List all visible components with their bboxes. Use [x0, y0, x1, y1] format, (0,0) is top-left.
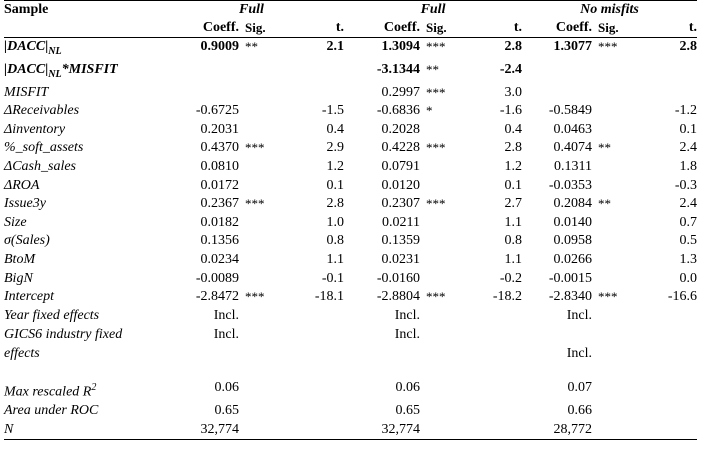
sig-stars	[420, 307, 476, 326]
sig-stars	[239, 270, 289, 289]
sig-stars: **	[598, 196, 612, 212]
t-value: 0.8	[326, 233, 345, 249]
coeff-value: 32,774	[159, 421, 239, 440]
coeff-value: Incl.	[566, 307, 593, 323]
t-value: 1.1	[326, 251, 345, 267]
t-value: 0.7	[679, 214, 698, 230]
sig-stars	[239, 402, 289, 421]
table-row	[4, 139, 697, 158]
row-label-main: ΔROA	[4, 177, 40, 193]
row-label	[4, 84, 159, 103]
sig-stars	[592, 177, 645, 196]
t-value	[289, 61, 344, 84]
group-header-row	[4, 1, 697, 20]
table-row	[4, 38, 697, 61]
coeff-value: -0.0015	[548, 270, 593, 286]
row-label-main: Issue3y	[4, 196, 46, 212]
coeff-value: 0.4074	[553, 140, 593, 156]
column-header-blank	[4, 19, 159, 38]
coeff-value: -0.5849	[548, 103, 593, 119]
coeff-value: -0.6725	[195, 103, 239, 119]
coeff-value	[522, 84, 592, 103]
row-label	[4, 158, 159, 177]
t-value: 1.8	[679, 158, 698, 174]
coeff-value: 0.1359	[381, 233, 421, 249]
spacer-row	[4, 363, 697, 379]
coeff-value: 0.06	[395, 380, 421, 396]
sig-stars: ***	[245, 196, 265, 212]
coeff-value: 0.4228	[381, 140, 421, 156]
t-value: 0.0	[679, 270, 698, 286]
t-value: 0.4	[504, 121, 523, 137]
coeff-value: -0.0160	[376, 270, 421, 286]
row-label	[4, 139, 159, 158]
coeff-value: 0.0958	[553, 233, 593, 249]
sig-stars	[420, 325, 476, 363]
row-label-main: |DACC|	[4, 39, 49, 54]
table-row	[4, 195, 697, 214]
row-label	[4, 402, 159, 421]
sig-stars	[420, 251, 476, 270]
sig-stars	[239, 84, 289, 103]
t-value: 1.2	[504, 158, 523, 174]
group-full-2: Full	[344, 1, 522, 20]
sig-stars: **	[426, 61, 440, 77]
t-value	[289, 402, 344, 421]
row-label	[4, 61, 159, 84]
coeff-value: 0.07	[567, 380, 593, 396]
row-label-main: σ(Sales)	[4, 233, 50, 249]
row-label-superscript: 2	[91, 382, 97, 394]
sig-stars	[420, 379, 476, 402]
t-value	[476, 402, 522, 421]
row-label	[4, 38, 159, 61]
sig-stars	[239, 251, 289, 270]
coeff-value	[522, 61, 592, 84]
sig-stars: ***	[598, 289, 618, 305]
t-value: 2.7	[504, 196, 523, 212]
t-value: -0.2	[499, 270, 523, 286]
coeff-value	[159, 61, 239, 84]
coeff-value: 0.0810	[200, 158, 239, 174]
coeff-value: -2.8340	[548, 289, 593, 305]
sig-stars	[592, 232, 645, 251]
row-label-main: Δinventory	[4, 121, 66, 137]
t-value	[645, 61, 697, 84]
t-value: 2.8	[504, 39, 523, 54]
coeff-value: Incl.	[394, 307, 421, 323]
sig-stars	[239, 102, 289, 121]
coeff-value: 0.1311	[554, 158, 593, 174]
sig-stars	[420, 402, 476, 421]
sig-stars: ***	[426, 140, 446, 156]
t-value: 2.8	[326, 196, 345, 212]
coeff-value: 0.66	[567, 402, 593, 418]
sig-stars	[592, 84, 645, 103]
table-row	[4, 102, 697, 121]
table-row	[4, 270, 697, 289]
coeff-value: 0.65	[214, 402, 239, 418]
coeff-value: 0.2028	[381, 121, 421, 137]
sig-stars: ***	[245, 289, 265, 305]
sig-stars	[592, 421, 645, 440]
t-value: -18.1	[314, 289, 345, 305]
t-value: 2.8	[679, 39, 698, 54]
row-label-subscript: NL	[48, 45, 62, 57]
coeff-value: 0.65	[395, 402, 421, 418]
table-row	[4, 214, 697, 233]
t-value	[476, 307, 522, 326]
row-label-subscript: NL	[48, 68, 62, 80]
t-value	[289, 379, 344, 402]
spacer-cell	[4, 363, 697, 379]
row-label-main: Max rescaled R	[4, 384, 92, 400]
row-label	[4, 270, 159, 289]
col-coeff-2: Coeff.	[344, 19, 420, 38]
row-label	[4, 379, 159, 402]
col-sig-2: Sig.	[420, 19, 476, 38]
row-label-main: %_soft_assets	[4, 140, 84, 156]
sig-stars: *	[426, 103, 433, 119]
row-label-tail: *MISFIT	[61, 61, 118, 77]
t-value: 1.0	[326, 214, 345, 230]
table-row	[4, 177, 697, 196]
col-t-2: t.	[476, 19, 522, 38]
table-row-stat	[4, 402, 697, 421]
sig-stars	[420, 214, 476, 233]
sig-stars: ***	[426, 289, 446, 305]
t-value	[289, 84, 344, 103]
table-row	[4, 158, 697, 177]
coeff-value: 0.1356	[200, 233, 239, 249]
row-label-main: BtoM	[4, 251, 36, 267]
coeff-value: 32,774	[344, 421, 420, 440]
sig-stars: ***	[245, 140, 265, 156]
t-value: -18.2	[492, 289, 523, 305]
group-full-1: Full	[159, 1, 344, 20]
col-t-1: t.	[289, 19, 344, 38]
t-value: 0.1	[504, 177, 523, 193]
coeff-value: 0.2084	[553, 196, 593, 212]
t-value: 2.8	[504, 140, 523, 156]
sig-stars	[592, 270, 645, 289]
coeff-value: -0.6836	[376, 103, 421, 119]
t-value: 3.0	[504, 84, 523, 100]
t-value	[645, 421, 697, 440]
sig-stars	[239, 121, 289, 140]
t-value: 2.1	[326, 39, 345, 54]
coeff-value: 0.0172	[200, 177, 239, 193]
coeff-value: 28,772	[522, 421, 592, 440]
coeff-value: 0.0140	[553, 214, 593, 230]
group-no-misfits: No misfits	[522, 1, 697, 20]
row-label-main: BigN	[4, 270, 33, 286]
t-value: -1.2	[674, 103, 698, 119]
t-value	[289, 307, 344, 326]
t-value	[289, 325, 344, 363]
col-t-3: t.	[645, 19, 697, 38]
sig-stars	[592, 61, 645, 84]
row-label-main: MISFIT	[4, 84, 49, 100]
coeff-value: Incl.	[394, 327, 421, 343]
coeff-value: 0.0463	[553, 121, 593, 137]
sig-stars	[239, 421, 289, 440]
table-row	[4, 61, 697, 84]
row-label	[4, 102, 159, 121]
coeff-value: 0.2307	[381, 196, 421, 212]
t-value: 0.4	[326, 121, 345, 137]
row-label-main: ΔReceivables	[4, 103, 80, 119]
sig-stars	[592, 402, 645, 421]
row-label	[4, 421, 159, 440]
row-label	[4, 214, 159, 233]
t-value: 2.9	[326, 140, 345, 156]
table-row-gics	[4, 325, 697, 363]
t-value: -0.3	[674, 177, 698, 193]
coeff-value: 0.9009	[200, 39, 239, 54]
sig-stars	[420, 121, 476, 140]
row-label-main: Year fixed effects	[4, 307, 100, 323]
row-label-main: Size	[4, 214, 27, 230]
t-value	[476, 325, 522, 363]
t-value: 2.4	[679, 196, 698, 212]
coeff-value: Incl.	[566, 346, 593, 362]
sig-stars	[239, 325, 289, 363]
coeff-value: 0.0182	[200, 214, 239, 230]
coeff-value: 0.0231	[381, 251, 421, 267]
t-value: -16.6	[667, 289, 698, 305]
t-value: 0.1	[326, 177, 345, 193]
coeff-value: 0.0211	[382, 214, 421, 230]
row-label	[4, 288, 159, 307]
t-value: 1.2	[326, 158, 345, 174]
sig-stars	[592, 102, 645, 121]
sig-stars	[239, 379, 289, 402]
coeff-value: -2.8472	[195, 289, 239, 305]
coeff-value: 0.0266	[553, 251, 593, 267]
t-value: 0.8	[504, 233, 523, 249]
row-label	[4, 177, 159, 196]
coeff-value: -0.0353	[548, 177, 593, 193]
sig-stars	[592, 251, 645, 270]
t-value	[645, 84, 697, 103]
row-label-main: Area under ROC	[4, 402, 99, 418]
sample-label: Sample	[4, 1, 159, 20]
coeff-value: -2.8804	[376, 289, 421, 305]
t-value	[645, 402, 697, 421]
t-value	[645, 379, 697, 402]
sig-stars: **	[245, 39, 258, 54]
coeff-value: 0.4370	[200, 140, 239, 156]
row-label	[4, 251, 159, 270]
sig-stars	[420, 270, 476, 289]
table-row	[4, 232, 697, 251]
sig-stars	[592, 307, 645, 326]
table-row	[4, 288, 697, 307]
row-label-main: ΔCash_sales	[4, 158, 77, 174]
coeff-value: 0.0234	[200, 251, 239, 267]
sig-stars	[420, 177, 476, 196]
row-label	[4, 195, 159, 214]
coeff-value: 0.0120	[381, 177, 421, 193]
coeff-value: Incl.	[213, 327, 239, 343]
t-value: -1.5	[321, 103, 345, 119]
coeff-value	[159, 84, 239, 103]
sig-stars	[592, 121, 645, 140]
sig-stars	[592, 214, 645, 233]
t-value: 1.3	[679, 251, 698, 267]
coeff-value: 0.0791	[381, 158, 421, 174]
sig-stars: ***	[426, 39, 446, 54]
table-row-stat	[4, 421, 697, 440]
sig-stars	[239, 177, 289, 196]
t-value: 0.5	[679, 233, 698, 249]
row-label-main: Intercept	[4, 289, 55, 305]
row-label-main: N	[4, 421, 14, 437]
t-value: 2.4	[679, 140, 698, 156]
t-value: -0.1	[321, 270, 345, 286]
col-sig-1: Sig.	[239, 19, 289, 38]
table-row	[4, 307, 697, 326]
sig-stars	[420, 232, 476, 251]
t-value: -1.6	[499, 103, 523, 119]
coeff-value: 1.3077	[553, 39, 593, 54]
sig-stars	[239, 61, 289, 84]
t-value: 0.1	[679, 121, 698, 137]
table-row	[4, 84, 697, 103]
col-coeff-3: Coeff.	[522, 19, 592, 38]
coeff-value: 1.3094	[381, 39, 421, 54]
row-label-main: |DACC|	[4, 61, 49, 77]
col-sig-3: Sig.	[592, 19, 645, 38]
row-label-line1: GICS6 industry fixed	[4, 327, 123, 343]
coeff-value: 0.06	[214, 380, 239, 396]
coeff-value: -0.0089	[195, 270, 239, 286]
sig-stars: **	[598, 140, 612, 156]
table-row	[4, 121, 697, 140]
sig-stars	[239, 214, 289, 233]
sig-stars	[592, 325, 645, 363]
t-value: 1.1	[504, 214, 523, 230]
coeff-value: -3.1344	[376, 61, 421, 77]
sig-stars	[420, 158, 476, 177]
sig-stars	[239, 158, 289, 177]
coeff-value: Incl.	[213, 307, 239, 323]
t-value: 1.1	[504, 251, 523, 267]
column-header-row	[4, 19, 697, 38]
row-label	[4, 307, 159, 326]
table-body	[4, 38, 697, 440]
t-value	[645, 307, 697, 326]
row-label	[4, 121, 159, 140]
t-value	[645, 325, 697, 363]
sig-stars: ***	[426, 196, 446, 212]
sig-stars	[592, 158, 645, 177]
col-coeff-1: Coeff.	[159, 19, 239, 38]
row-label-line2: effects	[4, 346, 40, 362]
sig-stars: ***	[426, 84, 446, 100]
t-value	[476, 379, 522, 402]
row-label	[4, 325, 159, 363]
coeff-value: 0.2997	[381, 84, 421, 100]
t-value: -2.4	[499, 61, 523, 77]
sig-stars	[239, 232, 289, 251]
table-row	[4, 251, 697, 270]
sig-stars	[239, 307, 289, 326]
coeff-value: 0.2367	[200, 196, 239, 212]
row-label	[4, 232, 159, 251]
regression-table	[4, 0, 697, 440]
sig-stars	[420, 421, 476, 440]
coeff-value: 0.2031	[200, 121, 239, 137]
table-row-stat	[4, 379, 697, 402]
sig-stars: ***	[598, 39, 618, 54]
t-value	[289, 421, 344, 440]
t-value	[476, 421, 522, 440]
sig-stars	[592, 379, 645, 402]
